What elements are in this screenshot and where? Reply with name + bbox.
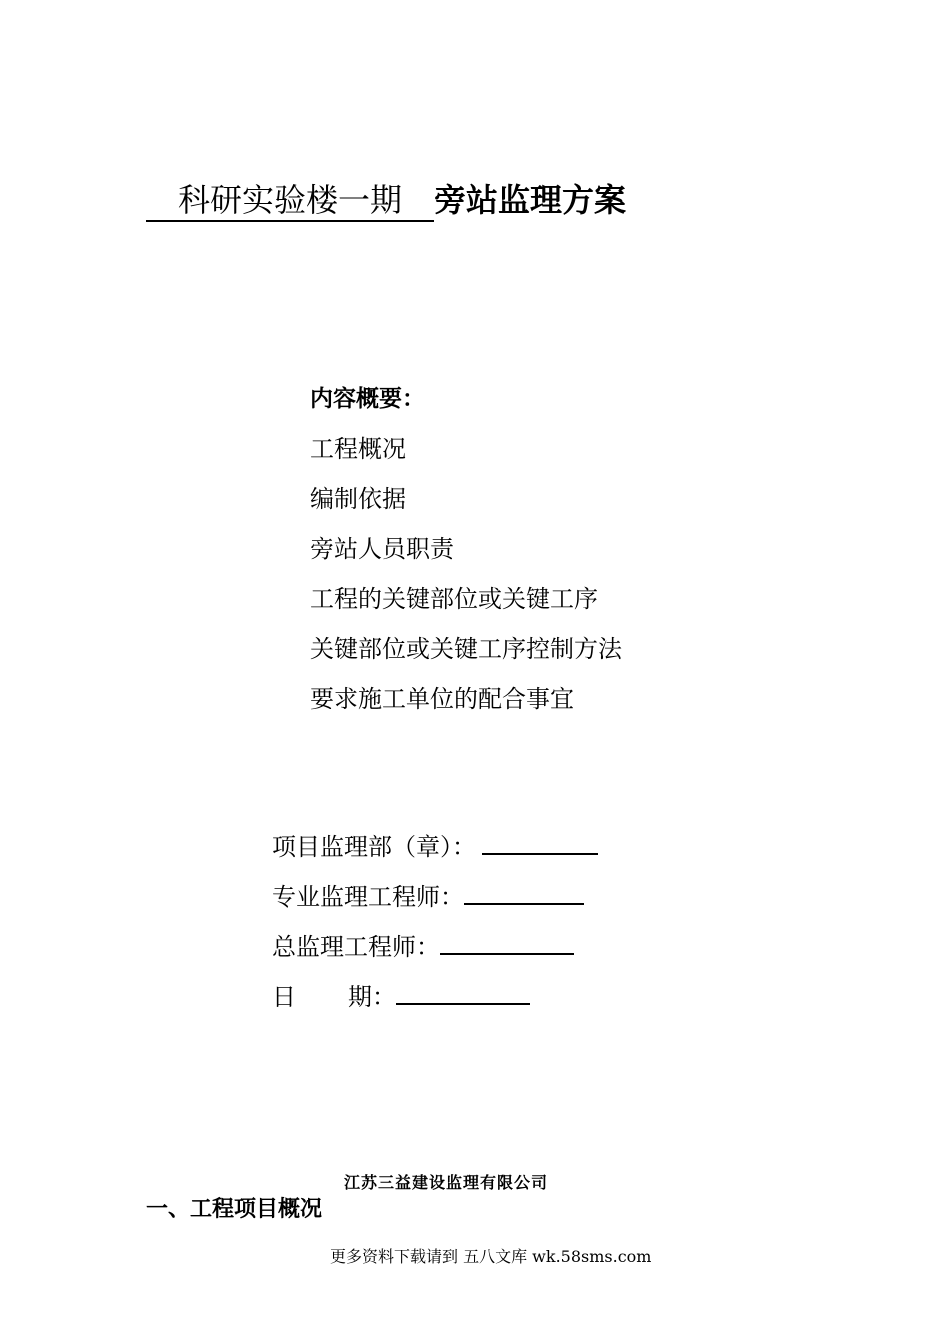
- project-dept-label: 项目监理部（章）：: [272, 833, 476, 861]
- chief-engineer-blank: [440, 927, 574, 955]
- outline-item-control-methods: 关键部位或关键工序控制方法: [310, 635, 622, 663]
- specialist-engineer-blank: [464, 877, 584, 905]
- chief-engineer-label: 总监理工程师：: [272, 933, 440, 961]
- specialist-engineer-label: 专业监理工程师：: [272, 883, 464, 911]
- sign-row-project-dept: [272, 826, 598, 876]
- sign-row-specialist: [272, 876, 598, 926]
- content-outline: [310, 378, 622, 728]
- date-label-part1: 日: [272, 983, 296, 1011]
- outline-item-overview: 工程概况: [310, 435, 406, 463]
- date-label-part2: 期：: [348, 983, 396, 1011]
- outline-item-cooperation: 要求施工单位的配合事宜: [310, 685, 574, 713]
- footer-text: 更多资料下载请到 五八文库 wk.58sms.com: [330, 1247, 652, 1266]
- outline-item-duties: 旁站人员职责: [310, 535, 454, 563]
- date-blank: [396, 977, 530, 1005]
- outline-item-key-parts: 工程的关键部位或关键工序: [310, 585, 598, 613]
- outline-item-basis: 编制依据: [310, 485, 406, 513]
- company-name: 江苏三益建设监理有限公司: [344, 1173, 549, 1192]
- document-title: [146, 178, 626, 222]
- title-suffix: 旁站监理方案: [434, 181, 627, 219]
- section-heading: 一、工程项目概况: [146, 1197, 323, 1222]
- project-dept-blank: [482, 827, 598, 855]
- outline-heading: 内容概要：: [310, 386, 425, 412]
- signature-block: [272, 826, 598, 1026]
- sign-row-date: [272, 976, 598, 1026]
- sign-row-chief: [272, 926, 598, 976]
- project-name: 科研实验楼一期: [146, 178, 434, 222]
